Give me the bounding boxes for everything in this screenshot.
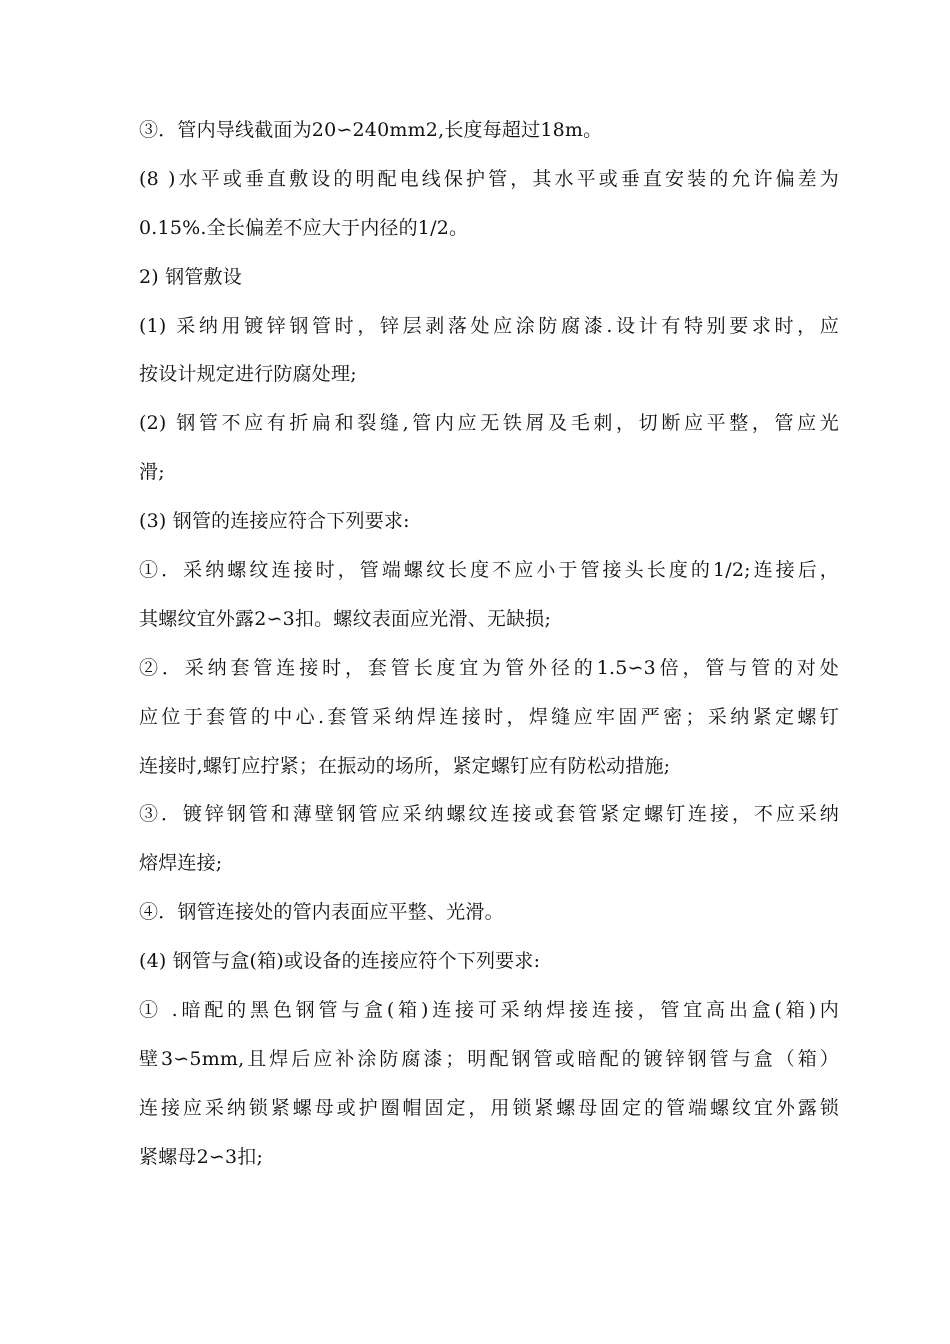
text-line: ③．管内导线截面为20∽240mm2,长度每超过18m。 bbox=[139, 119, 603, 141]
text-line: 熔焊连接; bbox=[139, 852, 223, 875]
text-line: 连接时,螺钉应拧紧；在振动的场所，紧定螺钉应有防松动措施; bbox=[139, 754, 671, 777]
text-line: 0.15%.全长偏差不应大于内径的1/2。 bbox=[139, 216, 469, 239]
text-line: ④．钢管连接处的管内表面应平整、光滑。 bbox=[139, 901, 504, 924]
text-line: 连接应采纳锁紧螺母或护圈帽固定，用锁紧螺母固定的管端螺纹宜外露锁 bbox=[139, 1096, 839, 1119]
text-line: ②．采纳套管连接时，套管长度宜为管外径的1.5∽3倍，管与管的对处 bbox=[139, 656, 839, 679]
text-line: (2) 钢管不应有折扁和裂缝,管内应无铁屑及毛刺，切断应平整，管应光 bbox=[139, 412, 839, 435]
text-line: (4) 钢管与盒(箱)或设备的连接应符个下列要求: bbox=[139, 950, 541, 973]
text-line: 应位于套管的中心.套管采纳焊连接时，焊缝应牢固严密；采纳紧定螺钉 bbox=[139, 705, 839, 728]
text-line: 滑; bbox=[139, 461, 165, 484]
text-line: ①．采纳螺纹连接时，管端螺纹长度不应小于管接头长度的1/2;连接后， bbox=[139, 559, 839, 582]
text-line: 紧螺母2∽3扣; bbox=[139, 1145, 264, 1168]
text-line: 其螺纹宜外露2∽3扣。螺纹表面应光滑、无缺损; bbox=[139, 607, 552, 630]
text-line: 壁3∽5mm,且焊后应补涂防腐漆；明配钢管或暗配的镀锌钢管与盒（箱） bbox=[139, 1047, 839, 1070]
text-line: ① .暗配的黑色钢管与盒(箱)连接可采纳焊接连接，管宜高出盒(箱)内 bbox=[139, 999, 839, 1022]
text-line: (8 )水平或垂直敷设的明配电线保护管，其水平或垂直安装的允许偏差为 bbox=[139, 167, 839, 190]
section-heading: 2) 钢管敷设 bbox=[139, 265, 242, 288]
text-line: 按设计规定进行防腐处理; bbox=[139, 363, 357, 386]
text-line: (1) 采纳用镀锌钢管时，锌层剥落处应涂防腐漆.设计有特别要求时，应 bbox=[139, 314, 839, 337]
text-line: (3) 钢管的连接应符合下列要求: bbox=[139, 510, 410, 533]
text-line: ③．镀锌钢管和薄壁钢管应采纳螺纹连接或套管紧定螺钉连接，不应采纳 bbox=[139, 803, 839, 826]
document-body bbox=[139, 118, 839, 1194]
